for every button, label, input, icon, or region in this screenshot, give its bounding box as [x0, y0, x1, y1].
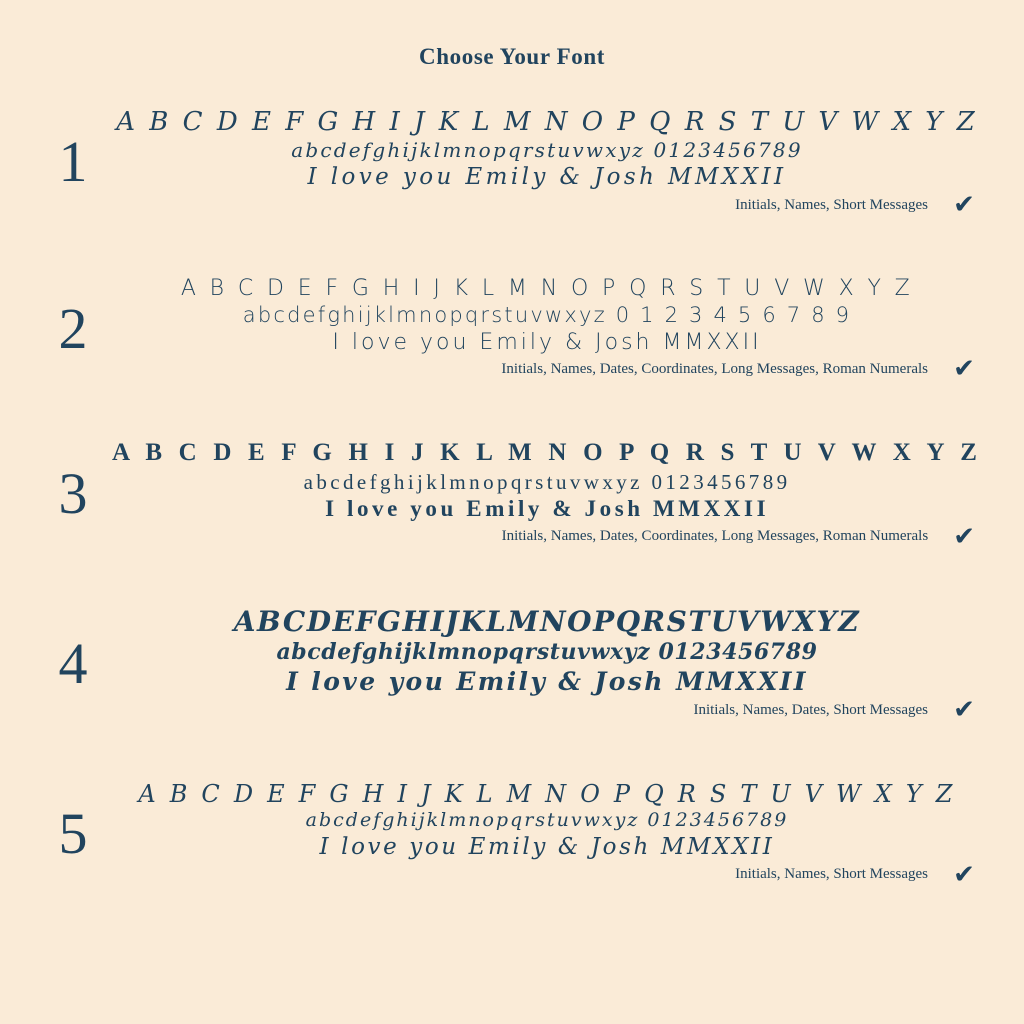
- font-usage-caption: Initials, Names, Dates, Coordinates, Long Messages, Roman Numerals: [501, 528, 929, 545]
- font-option-3[interactable]: [34, 411, 990, 576]
- font-sample-phrase: I love you Emily & Josh MMXXII: [286, 667, 808, 697]
- font-sample-uppercase: A B C D E F G H I J K L M N O P Q R S T U V W X Y Z: [116, 106, 978, 137]
- font-caption-row: [112, 859, 982, 890]
- font-usage-caption: Initials, Names, Dates, Short Messages: [693, 701, 928, 718]
- font-sample-phrase: I love you Emily & Josh MMXXII: [307, 164, 787, 191]
- font-sample-block: [112, 779, 990, 888]
- check-icon[interactable]: ✔: [953, 859, 975, 890]
- font-option-number: 5: [58, 800, 88, 866]
- font-option-number: 2: [58, 295, 88, 361]
- check-icon[interactable]: ✔: [953, 521, 976, 552]
- check-icon[interactable]: ✔: [953, 190, 975, 221]
- font-caption-row: [112, 695, 982, 726]
- font-sample-lowercase-digits: abcdefghijklmnopqrstuvwxyz 0123456789: [291, 138, 803, 163]
- font-sample-lowercase-digits: abcdefghijklmnopqrstuvwxyz 0123456789: [276, 638, 818, 665]
- font-usage-caption: Initials, Names, Short Messages: [735, 866, 928, 883]
- font-sample-phrase: I love you Emily & Josh MMXXII: [319, 834, 775, 860]
- font-sample-phrase: I love you Emily & Josh MMXXII: [325, 495, 770, 521]
- page-title: Choose Your Font: [419, 44, 605, 69]
- font-caption-row: [112, 521, 982, 552]
- font-option-number: 4: [58, 630, 88, 696]
- font-option-number: 1: [58, 129, 88, 194]
- font-option-list: [0, 78, 1024, 916]
- check-icon[interactable]: ✔: [953, 354, 975, 385]
- font-sample-lowercase-digits: abcdefghijklmnopqrstuvwxyz 0123456789: [303, 469, 791, 494]
- font-option-2[interactable]: [34, 246, 990, 411]
- font-usage-caption: Initials, Names, Short Messages: [735, 196, 928, 213]
- font-sample-block: [112, 604, 990, 724]
- font-sample-uppercase: A B C D E F G H I J K L M N O P Q R S T U V W X Y Z: [180, 275, 914, 301]
- font-caption-row: [112, 190, 982, 221]
- font-option-5[interactable]: [34, 751, 990, 916]
- font-option-1[interactable]: [34, 78, 990, 246]
- font-option-number: 3: [58, 460, 88, 526]
- font-option-4[interactable]: [34, 576, 990, 751]
- check-icon[interactable]: ✔: [953, 695, 975, 726]
- font-sample-block: [112, 275, 990, 385]
- font-sample-uppercase: ABCDEFGHIJKLMNOPQRSTUVWXYZ: [233, 604, 861, 638]
- font-sample-block: [112, 106, 990, 221]
- font-sample-uppercase: A B C D E F G H I J K L M N O P Q R S T U V W X Y Z: [138, 780, 956, 809]
- font-sample-lowercase-digits: abcdefghijklmnopqrstuvwxyz 0 1 2 3 4 5 6 7 8 9: [242, 303, 852, 328]
- font-sample-block: [112, 437, 990, 552]
- font-sample-lowercase-digits: abcdefghijklmnopqrstuvwxyz 0123456789: [305, 809, 789, 832]
- font-usage-caption: Initials, Names, Dates, Coordinates, Long Messages, Roman Numerals: [501, 360, 928, 377]
- font-sample-phrase: I love you Emily & Josh MMXXII: [332, 329, 762, 355]
- font-caption-row: [112, 354, 982, 385]
- font-sample-uppercase: A B C D E F G H I J K L M N O P Q R S T U V W X Y Z: [112, 439, 983, 467]
